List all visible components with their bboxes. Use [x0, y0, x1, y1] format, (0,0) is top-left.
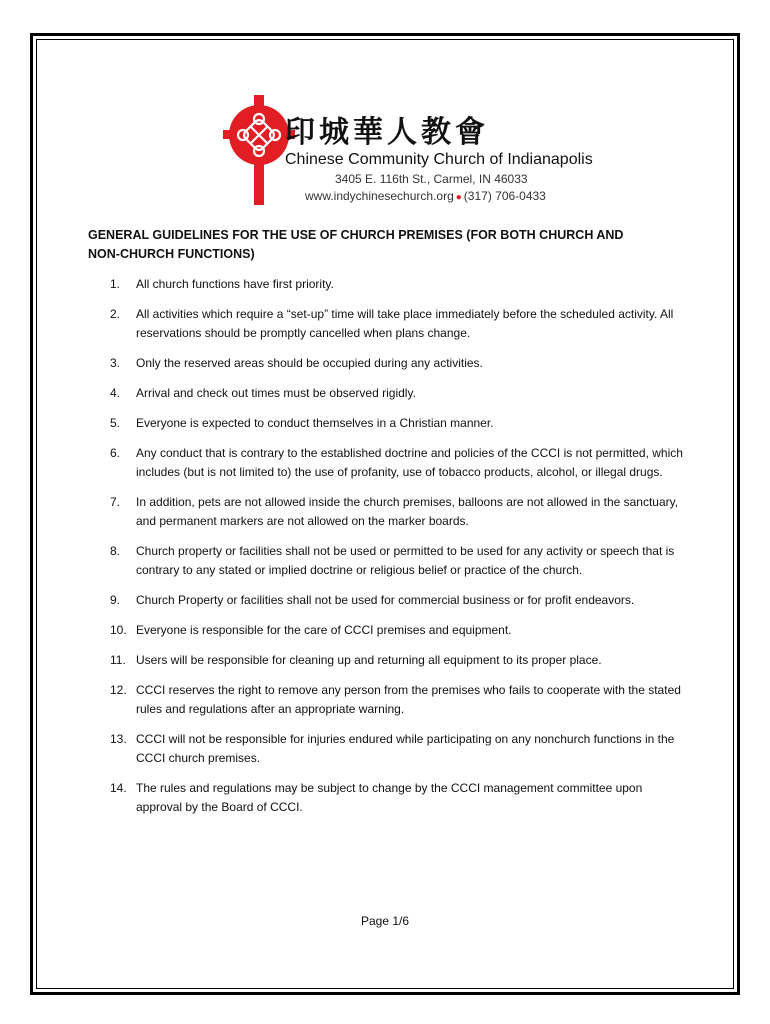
- guideline-number: 11.: [110, 653, 126, 667]
- guideline-item: [88, 591, 688, 610]
- church-address: 3405 E. 116th St., Carmel, IN 46033: [335, 172, 528, 186]
- guideline-number: 13.: [110, 732, 127, 746]
- guideline-item: [88, 681, 688, 719]
- guideline-item: [88, 651, 688, 670]
- guideline-item: [88, 493, 688, 531]
- guideline-text: In addition, pets are not allowed inside the church premises, balloons are not allowed in the sanctuary, and permanent markers are not allowed on the marker boards.: [136, 495, 679, 528]
- guideline-text: Church Property or facilities shall not be used for commercial business or for profit endeavors.: [136, 593, 635, 607]
- guideline-text: Everyone is expected to conduct themselves in a Christian manner.: [136, 416, 494, 430]
- guideline-text: All activities which require a “set-up” time will take place immediately before the scheduled activity. All reservations should be promptly cancelled when plans change.: [136, 307, 674, 340]
- guideline-number: 1.: [110, 277, 121, 291]
- guideline-text: Church property or facilities shall not be used or permitted to be used for any activity or speech that is contrary to any stated or implied doctrine or religious belief or practice of the church.: [136, 544, 675, 577]
- guideline-number: 7.: [110, 495, 121, 509]
- guideline-text: Everyone is responsible for the care of CCCI premises and equipment.: [136, 623, 512, 637]
- guideline-item: [88, 275, 688, 294]
- guideline-number: 8.: [110, 544, 121, 558]
- guideline-number: 9.: [110, 593, 121, 607]
- guideline-item: [88, 779, 688, 817]
- guideline-number: 12.: [110, 683, 127, 697]
- guideline-text: Users will be responsible for cleaning up and returning all equipment to its proper place.: [136, 653, 602, 667]
- separator-dot-icon: ●: [455, 192, 462, 203]
- guideline-item: [88, 621, 688, 640]
- guidelines-list: [88, 275, 688, 828]
- guideline-number: 3.: [110, 356, 121, 370]
- guideline-number: 5.: [110, 416, 121, 430]
- church-website: www.indychinesechurch.org: [305, 189, 454, 203]
- guideline-text: Arrival and check out times must be observed rigidly.: [136, 386, 416, 400]
- guideline-number: 14.: [110, 781, 127, 795]
- guideline-item: [88, 354, 688, 373]
- church-phone: (317) 706-0433: [463, 189, 546, 203]
- guideline-text: Any conduct that is contrary to the established doctrine and policies of the CCCI is not permitted, which includes (but is not limited to) the use of profanity, use of tobacco products, alcohol, or illegal drugs.: [136, 446, 683, 479]
- guideline-item: [88, 305, 688, 343]
- guideline-item: [88, 444, 688, 482]
- guideline-item: [88, 730, 688, 768]
- guideline-text: All church functions have first priority.: [136, 277, 334, 291]
- church-name-english: Chinese Community Church of Indianapolis: [285, 151, 593, 168]
- church-name-chinese: 印城華人教會: [285, 115, 489, 150]
- guideline-text: The rules and regulations may be subject to change by the CCCI management committee upon approval by the Board of CCCI.: [136, 781, 643, 814]
- letterhead: [223, 95, 593, 205]
- guideline-number: 6.: [110, 446, 121, 460]
- guideline-text: Only the reserved areas should be occupied during any activities.: [136, 356, 483, 370]
- guideline-item: [88, 542, 688, 580]
- guideline-text: CCCI reserves the right to remove any person from the premises who fails to cooperate with the stated rules and regulations after an appropriate warning.: [136, 683, 681, 716]
- church-contact: [305, 189, 546, 203]
- guideline-number: 10.: [110, 623, 127, 637]
- guideline-item: [88, 414, 688, 433]
- guideline-number: 2.: [110, 307, 121, 321]
- guideline-item: [88, 384, 688, 403]
- page-number: Page 1/6: [360, 914, 410, 928]
- guideline-number: 4.: [110, 386, 121, 400]
- guideline-text: CCCI will not be responsible for injuries endured while participating on any nonchurch functions in the CCCI church premises.: [136, 732, 675, 765]
- document-title: GENERAL GUIDELINES FOR THE USE OF CHURCH PREMISES (FOR BOTH CHURCH AND NON-CHURCH FUNCTIONS): [88, 228, 624, 261]
